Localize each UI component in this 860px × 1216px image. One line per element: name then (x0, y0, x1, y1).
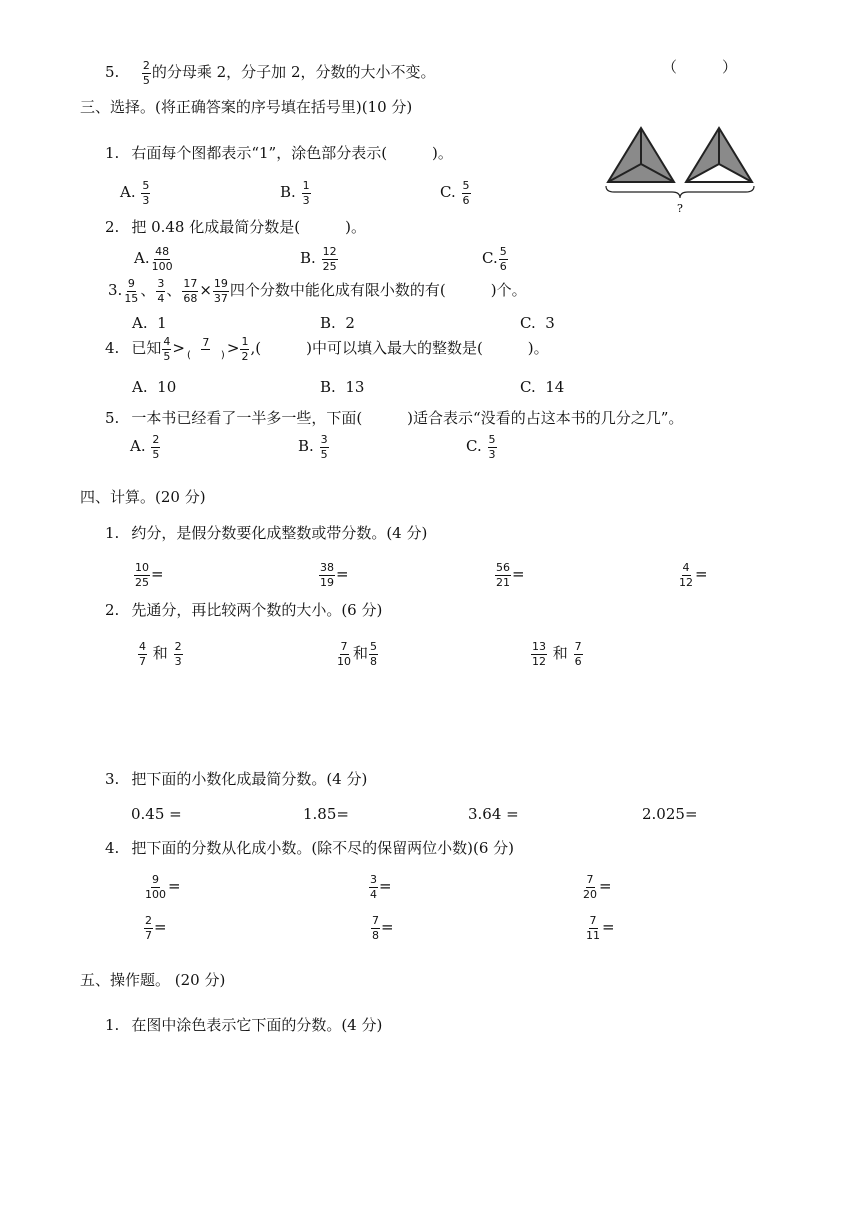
section-4-title: 四、计算。(20 分) (80, 488, 206, 506)
s3-q1-opt-c[interactable]: C. $\frac{5}{6}$ (440, 179, 470, 207)
s3-q3-opt-b[interactable]: B. 2 (320, 314, 355, 332)
fraction: $\frac{2}{5}$ (142, 59, 150, 87)
s3-q4-opt-c[interactable]: C. 14 (520, 378, 565, 396)
s4-q3-item-2[interactable]: 1.85= (303, 805, 349, 823)
s4-q2-pair-2[interactable]: $\frac{7}{10}$ 和 $\frac{5}{8}$ (337, 640, 378, 668)
s3-q2-opt-c[interactable]: C. $\frac{5}{6}$ (482, 245, 507, 273)
s4-q2-pair-1[interactable]: $\frac{4}{7}$ 和 $\frac{2}{3}$ (139, 640, 182, 668)
s3-q1-opt-a[interactable]: A. $\frac{5}{3}$ (120, 179, 150, 207)
s4-q4-item-2[interactable]: $\frac{3}{4}$ = (370, 873, 392, 901)
s4-q1-item-3[interactable]: $\frac{56}{21}$ = (496, 561, 525, 589)
s3-q3-opt-c[interactable]: C. 3 (520, 314, 555, 332)
s4-q3-item-3[interactable]: 3.64 = (468, 805, 519, 823)
s4-q1-item-1[interactable]: $\frac{10}{25}$ = (135, 561, 164, 589)
s4-q1: 1. 约分，是假分数要化成整数或带分数。(4 分) (105, 524, 428, 542)
s4-q3-item-4[interactable]: 2.025= (642, 805, 698, 823)
s3-q2: 2. 把 0.48 化成最简分数是( )。 (105, 218, 366, 236)
s3-q5: 5. 一本书已经看了一半多一些，下面( )适合表示“没看的占这本书的几分之几”。 (105, 409, 684, 427)
s4-q4-item-3[interactable]: $\frac{7}{20}$ = (583, 873, 612, 901)
s3-q5-opt-b[interactable]: B. $\frac{3}{5}$ (298, 433, 328, 461)
s4-q4-item-1[interactable]: $\frac{9}{100}$ = (145, 873, 181, 901)
s4-q1-item-4[interactable]: $\frac{4}{12}$ = (679, 561, 708, 589)
s3-q5-opt-c[interactable]: C. $\frac{5}{3}$ (466, 433, 496, 461)
brace-label: ? (677, 202, 683, 215)
s4-q4-item-5[interactable]: $\frac{7}{8}$ = (372, 914, 394, 942)
s4-q4-item-6[interactable]: $\frac{7}{11}$ = (586, 914, 615, 942)
section-3-title: 三、选择。(将正确答案的序号填在括号里)(10 分) (80, 98, 413, 116)
s3-q1: 1. 右面每个图都表示“1”，涂色部分表示( )。 (105, 144, 453, 162)
s4-q3-item-1[interactable]: 0.45 = (131, 805, 182, 823)
s4-q3: 3. 把下面的小数化成最简分数。(4 分) (105, 770, 368, 788)
s3-q2-opt-a[interactable]: A. $\frac{48}{100}$ (134, 245, 173, 273)
s3-q4-opt-a[interactable]: A. 10 (132, 378, 177, 396)
s4-q2: 2. 先通分，再比较两个数的大小。(6 分) (105, 601, 383, 619)
s3-q2-opt-b[interactable]: B. $\frac{12}{25}$ (300, 245, 337, 273)
s3-q4-opt-b[interactable]: B. 13 (320, 378, 365, 396)
s3-q3-opt-a[interactable]: A. 1 (132, 314, 167, 332)
shaded-triangles-figure (600, 122, 765, 217)
s5-q1: 1. 在图中涂色表示它下面的分数。(4 分) (105, 1016, 383, 1034)
answer-paren[interactable]: （ ） (662, 58, 738, 76)
s4-q1-item-2[interactable]: $\frac{38}{19}$ = (320, 561, 349, 589)
s4-q2-pair-3[interactable]: $\frac{13}{12}$ 和 $\frac{7}{6}$ (532, 640, 582, 668)
s3-q5-opt-a[interactable]: A. $\frac{2}{5}$ (130, 433, 160, 461)
s3-q4: 4. 已知 $\frac{4}{5}$ > $\frac{7}{( )}$ > $\frac{1}{2}$ ,( )中可以填入最大的整数是( )。 (105, 335, 549, 363)
s4-q4: 4. 把下面的分数从化成小数。(除不尽的保留两位小数)(6 分) (105, 839, 515, 857)
s3-q1-opt-b[interactable]: B. $\frac{1}{3}$ (280, 179, 310, 207)
section-5-title: 五、操作题。 (20 分) (80, 971, 226, 989)
judge-q5: 5. $\frac{2}{5}$ 的分母乘 2，分子加 2，分数的大小不变。 (105, 59, 436, 87)
s3-q3: 3. $\frac{9}{15}$ 、 $\frac{3}{4}$ 、 $\frac{17}{68}$ × $\frac{19}{37}$ 四个分数中能化成有限小数的有( )个。 (108, 277, 527, 305)
s4-q4-item-4[interactable]: $\frac{2}{7}$ = (145, 914, 167, 942)
